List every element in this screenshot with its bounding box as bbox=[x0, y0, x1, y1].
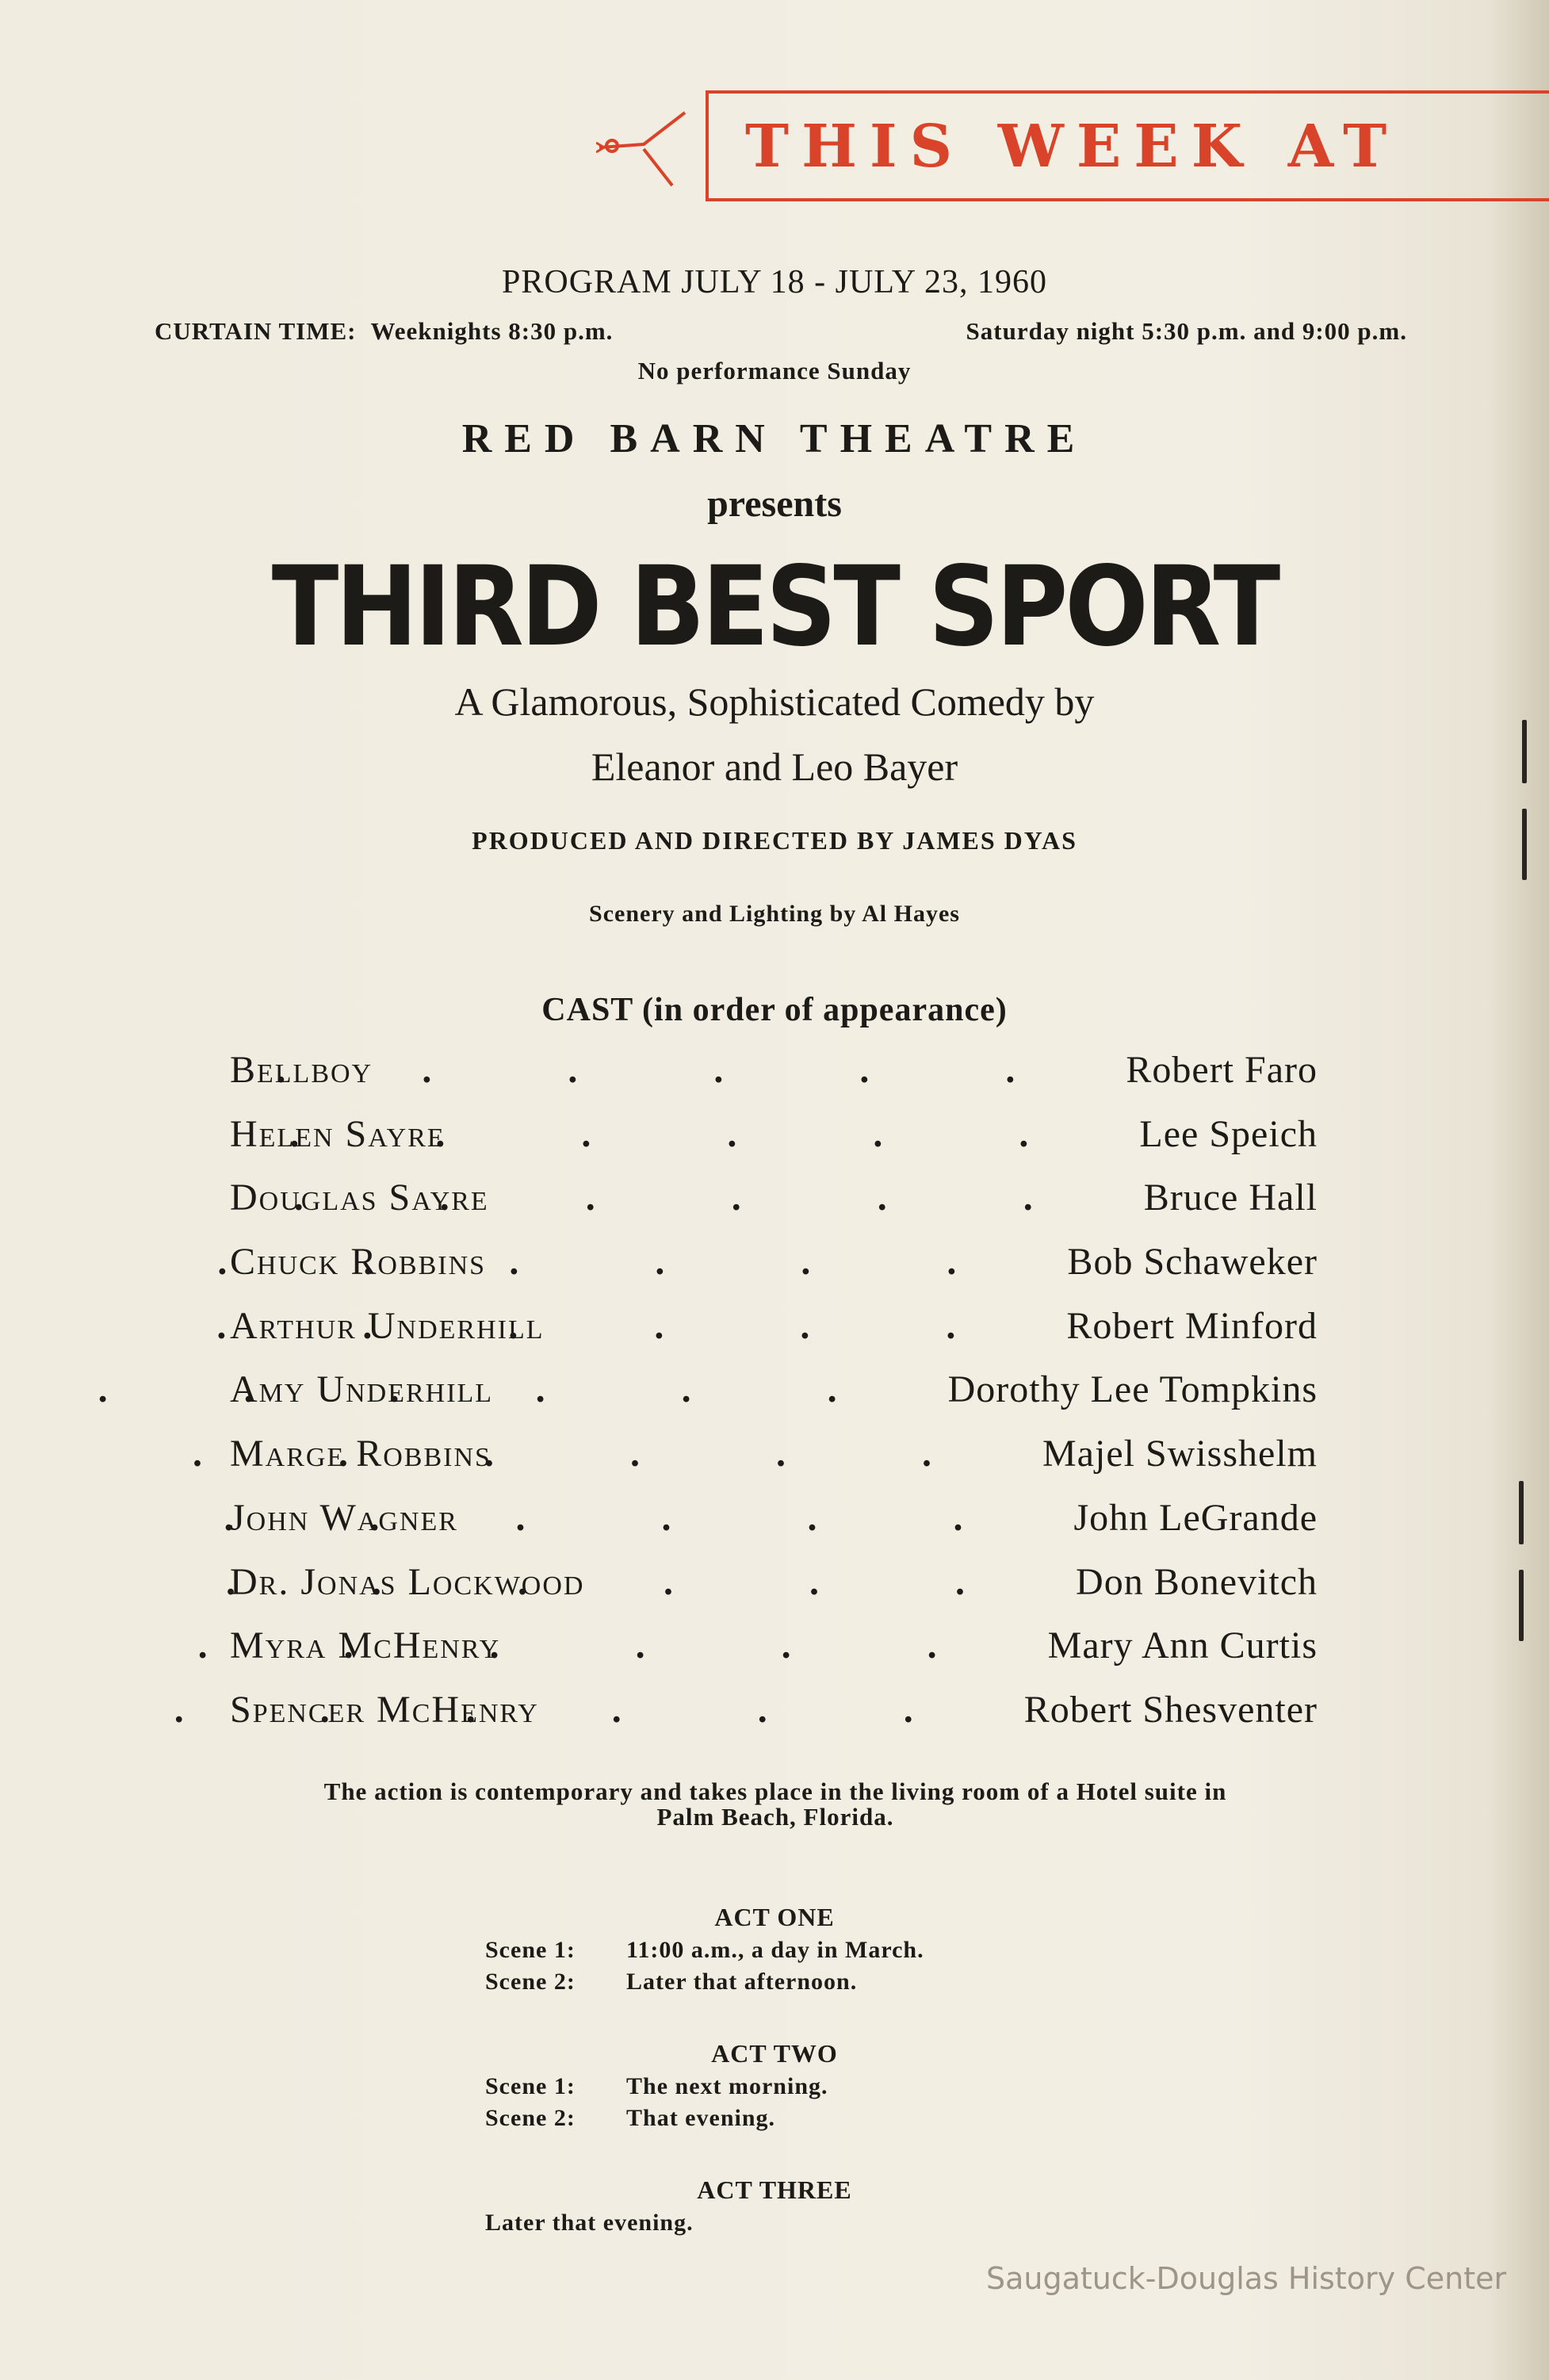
act-one-title: ACT ONE bbox=[714, 1903, 835, 1931]
leader-dots bbox=[489, 1176, 1144, 1215]
cast-heading: CAST (in order of appearance) bbox=[541, 992, 1008, 1028]
staple-mark bbox=[1522, 720, 1527, 783]
cast-actor: Don Bonevitch bbox=[1076, 1560, 1318, 1603]
scene-text: Later that afternoon. bbox=[626, 1969, 858, 1995]
staple-mark bbox=[1522, 809, 1527, 880]
scissors-icon bbox=[596, 103, 691, 190]
leader-dots bbox=[500, 1624, 1047, 1663]
act-one-scenes bbox=[485, 1934, 924, 1998]
cast-role: Douglas Sayre bbox=[230, 1177, 489, 1219]
scenery-credit: Scenery and Lighting by Al Hayes bbox=[589, 901, 960, 927]
leader-dots bbox=[458, 1496, 1074, 1536]
cast-list bbox=[230, 1048, 1318, 1752]
cast-row bbox=[230, 1240, 1318, 1304]
act-three-note: Later that evening. bbox=[485, 2210, 694, 2236]
setting-note bbox=[205, 1779, 1346, 1830]
cast-role: Helen Sayre bbox=[230, 1112, 446, 1155]
presents-text: presents bbox=[707, 483, 842, 525]
play-subtitle: A Glamorous, Sophisticated Comedy by bbox=[454, 679, 1095, 724]
act-three-title: ACT THREE bbox=[697, 2175, 852, 2204]
leader-dots bbox=[584, 1560, 1076, 1600]
cast-row bbox=[230, 1688, 1318, 1752]
leader-dots bbox=[544, 1304, 1066, 1344]
cast-row bbox=[230, 1368, 1318, 1432]
curtain-saturday: Saturday night 5:30 p.m. and 9:00 p.m. bbox=[966, 317, 1407, 345]
leader-dots bbox=[493, 1368, 948, 1407]
producer-credit: PRODUCED AND DIRECTED BY JAMES DYAS bbox=[472, 826, 1077, 855]
setting-line-1: The action is contemporary and takes place in the living room of a Hotel suite in bbox=[323, 1777, 1227, 1805]
cast-role: Myra McHenry bbox=[230, 1624, 501, 1667]
leader-dots bbox=[373, 1048, 1126, 1088]
cast-row bbox=[230, 1304, 1318, 1368]
cast-role: John Wagner bbox=[230, 1496, 458, 1539]
cast-role: Spencer McHenry bbox=[230, 1688, 539, 1731]
curtain-label: CURTAIN TIME: bbox=[155, 317, 357, 345]
leader-dots bbox=[486, 1240, 1067, 1280]
scene-text: The next morning. bbox=[626, 2073, 828, 2099]
cast-role: Amy Underhill bbox=[230, 1368, 494, 1411]
cast-row bbox=[230, 1112, 1318, 1177]
cast-actor: Robert Shesventer bbox=[1023, 1688, 1318, 1731]
banner-text: THIS WEEK AT bbox=[745, 113, 1400, 181]
cast-row bbox=[230, 1496, 1318, 1560]
scene-text: 11:00 a.m., a day in March. bbox=[626, 1937, 924, 1963]
scene-label: Scene 2: bbox=[485, 2105, 576, 2131]
cast-actor: Bob Schaweker bbox=[1067, 1241, 1318, 1284]
program-dates: PROGRAM JULY 18 - JULY 23, 1960 bbox=[501, 264, 1047, 300]
cast-row bbox=[230, 1432, 1318, 1496]
theatre-name: RED BARN THEATRE bbox=[461, 416, 1088, 461]
curtain-weeknights: Weeknights 8:30 p.m. bbox=[370, 317, 614, 345]
scene-label: Scene 2: bbox=[485, 1969, 576, 1995]
scene-label: Scene 1: bbox=[485, 2073, 576, 2099]
scene-text: That evening. bbox=[626, 2105, 776, 2131]
cast-role: Chuck Robbins bbox=[230, 1241, 487, 1284]
leader-dots bbox=[539, 1688, 1024, 1728]
curtain-times bbox=[155, 317, 1407, 346]
cast-role: Marge Robbins bbox=[230, 1433, 491, 1475]
cast-actor: John LeGrande bbox=[1073, 1496, 1318, 1539]
cast-actor: Robert Minford bbox=[1066, 1304, 1318, 1347]
staple-mark bbox=[1519, 1570, 1524, 1641]
act-two-scenes bbox=[485, 2071, 828, 2134]
cast-actor: Lee Speich bbox=[1139, 1112, 1318, 1155]
cast-actor: Majel Swisshelm bbox=[1042, 1433, 1318, 1475]
cast-actor: Bruce Hall bbox=[1143, 1177, 1318, 1219]
cast-role: Dr. Jonas Lockwood bbox=[230, 1560, 585, 1603]
play-title: THIRD BEST SPORT bbox=[271, 543, 1278, 672]
cast-role: Arthur Underhill bbox=[230, 1304, 545, 1347]
staple-mark bbox=[1519, 1481, 1524, 1544]
cast-role: Bellboy bbox=[230, 1049, 373, 1091]
setting-line-2: Palm Beach, Florida. bbox=[656, 1803, 894, 1831]
leader-dots bbox=[446, 1112, 1140, 1152]
curtain-sunday: No performance Sunday bbox=[637, 357, 912, 385]
cast-actor: Robert Faro bbox=[1126, 1049, 1318, 1091]
cast-actor: Dorothy Lee Tompkins bbox=[947, 1368, 1318, 1411]
cast-row bbox=[230, 1560, 1318, 1624]
cast-row bbox=[230, 1048, 1318, 1112]
leader-dots bbox=[491, 1432, 1042, 1471]
cast-actor: Mary Ann Curtis bbox=[1047, 1624, 1318, 1667]
act-two-title: ACT TWO bbox=[711, 2039, 838, 2068]
scene-label: Scene 1: bbox=[485, 1937, 576, 1963]
cast-row bbox=[230, 1176, 1318, 1240]
cast-row bbox=[230, 1624, 1318, 1688]
watermark: Saugatuck-Douglas History Center bbox=[986, 2261, 1507, 2296]
play-authors: Eleanor and Leo Bayer bbox=[591, 744, 958, 789]
